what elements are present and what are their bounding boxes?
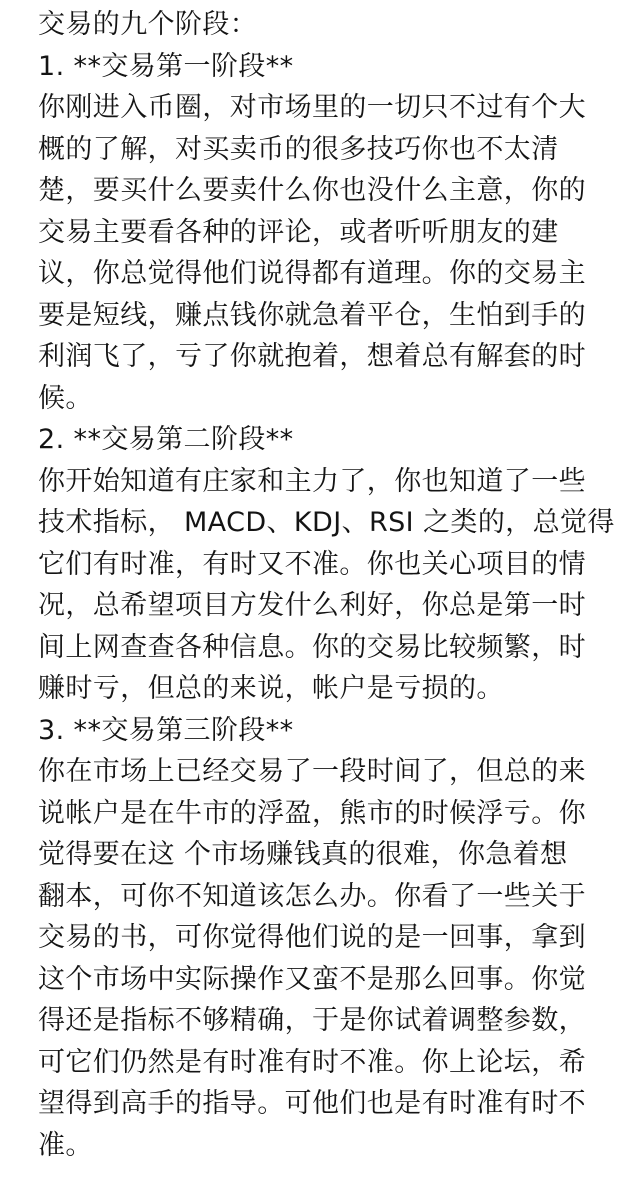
paragraph-line: 交易主要看各种的评论，或者听听朋友的建 [38,216,559,248]
paragraph-line: 利润飞了，亏了你就抱着，想着总有解套的时 [38,341,586,372]
section-heading: 1. **交易第一阶段** [38,50,294,82]
paragraph-line: 你刚进入币圈，对市场里的一切只不过有个大 [38,92,586,123]
paragraph-line: 这个市场中实际操作又蛮不是那么回事。你觉 [38,963,586,995]
section-stage-1 [38,46,638,420]
paragraph-line: 翻本，可你不知道该怎么办。你看了一些关于 [38,880,586,912]
paragraph-line: 说帐户是在牛市的浮盈，熊市的时候浮亏。你 [38,797,586,829]
paragraph-line: 况，总希望项目方发什么利好，你总是第一时 [38,590,586,621]
paragraph-line: 间上网查查各种信息。你的交易比较频繁，时 [38,631,586,663]
paragraph-line: 可它们仍然是有时准有时不准。你上论坛，希 [38,1046,586,1078]
paragraph-line: 技术指标， MACD、KDJ、RSI 之类的，总觉得 [38,507,615,538]
paragraph-line: 你开始知道有庄家和主力了，你也知道了一些 [38,465,586,497]
paragraph-line: 望得到高手的指导。可他们也是有时准有时不 [38,1088,586,1119]
paragraph-line: 它们有时准，有时又不准。你也关心项目的情 [38,548,586,580]
paragraph-line: 你在市场上已经交易了一段时间了，但总的来 [38,756,586,787]
paragraph-line: 议，你总觉得他们说得都有道理。你的交易主 [38,258,586,289]
paragraph-line: 概的了解，对买卖币的很多技巧你也不太清 [38,133,559,165]
paragraph-line: 得还是指标不够精确，于是你试着调整参数， [38,1005,586,1036]
paragraph-line: 候。 [38,382,93,414]
section-stage-2 [38,419,638,710]
paragraph-line: 准。 [38,1129,93,1161]
paragraph-line: 交易的书，可你觉得他们说的是一回事，拿到 [38,922,586,953]
document-body [38,4,638,1166]
paragraph-line: 要是短线，赚点钱你就急着平仓，生怕到手的 [38,299,586,331]
paragraph-line: 赚时亏，但总的来说，帐户是亏损的。 [38,673,504,704]
document-title: 交易的九个阶段： [38,9,258,40]
section-heading: 2. **交易第二阶段** [38,424,294,455]
paragraph-line: 觉得要在这 个市场赚钱真的很难，你急着想 [38,839,568,870]
section-stage-3 [38,710,638,1167]
section-heading: 3. **交易第三阶段** [38,714,294,746]
paragraph-line: 楚，要买什么要卖什么你也没什么主意，你的 [38,175,586,206]
